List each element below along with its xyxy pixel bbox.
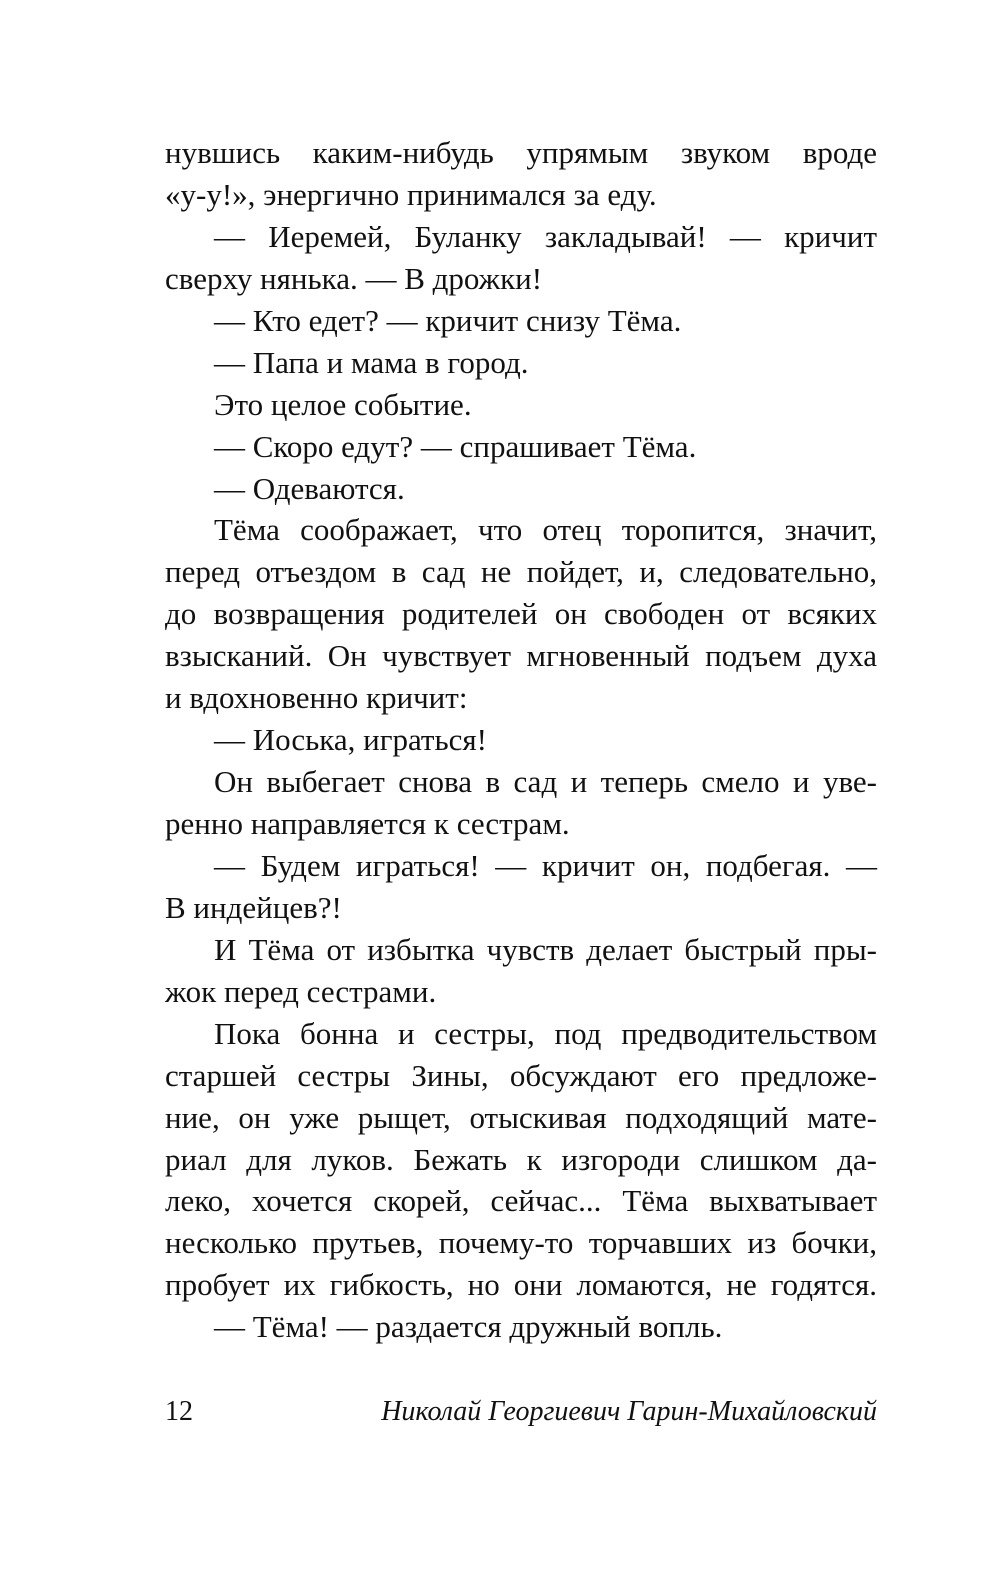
page-footer bbox=[165, 1392, 877, 1432]
text-line: — Скоро едут? — спрашивает Тёма. bbox=[214, 428, 697, 464]
text-line: ренно направляется к сестрам. bbox=[165, 806, 570, 841]
text-line: — Будем играться! — кричит он, подбегая. — bbox=[214, 847, 877, 883]
text-line: старшей сестры Зины, обсуждают его предложе- bbox=[165, 1057, 877, 1093]
text-line: риал для луков. Бежать к изгороди слишком да- bbox=[165, 1141, 877, 1177]
text-line: пробует их гибкость, но они ломаются, не годятся. bbox=[165, 1267, 877, 1303]
text-line: — Папа и мама в город. bbox=[214, 344, 529, 380]
text-line: леко, хочется скорей, сейчас... Тёма выхватывает bbox=[165, 1183, 877, 1219]
running-footer-author: Николай Георгиевич Гарин-Михайловский bbox=[381, 1396, 877, 1427]
text-line: взысканий. Он чувствует мгновенный подъем духа bbox=[165, 638, 877, 674]
text-line: ние, он уже рыщет, отыскивая подходящий мате- bbox=[165, 1099, 877, 1135]
text-line: — Иоська, играться! bbox=[214, 722, 487, 758]
text-line: нувшись каким-нибудь упрямым звуком вроде bbox=[165, 135, 877, 170]
text-line: — Иеремей, Буланку закладывай! — кричит bbox=[214, 218, 877, 254]
text-line: Тёма соображает, что отец торопится, значит, bbox=[214, 512, 877, 548]
text-line: жок перед сестрами. bbox=[165, 973, 437, 1009]
text-line: сверху нянька. — В дрожки! bbox=[165, 260, 543, 296]
text-line: — Кто едет? — кричит снизу Тёма. bbox=[214, 302, 682, 338]
text-line: В индейцев?! bbox=[165, 889, 342, 925]
text-line: до возвращения родителей он свободен от всяких bbox=[165, 596, 877, 632]
page-number: 12 bbox=[165, 1396, 193, 1427]
text-line: — Одеваются. bbox=[214, 470, 405, 506]
text-line: перед отъездом в сад не пойдет, и, следовательно, bbox=[165, 554, 877, 590]
text-line: Он выбегает снова в сад и теперь смело и уве- bbox=[214, 764, 877, 800]
text-line: — Тёма! — раздается дружный вопль. bbox=[214, 1309, 723, 1345]
text-line: И Тёма от избытка чувств делает быстрый пры- bbox=[214, 931, 877, 967]
text-line: несколько прутьев, почему-то торчавших из бочки, bbox=[165, 1225, 877, 1261]
body-text bbox=[165, 132, 877, 1348]
text-line: Это целое событие. bbox=[214, 386, 472, 422]
text-line: Пока бонна и сестры, под предводительством bbox=[214, 1015, 877, 1051]
text-line: и вдохновенно кричит: bbox=[165, 680, 468, 716]
text-line: «у-у!», энергично принимался за еду. bbox=[165, 176, 657, 212]
